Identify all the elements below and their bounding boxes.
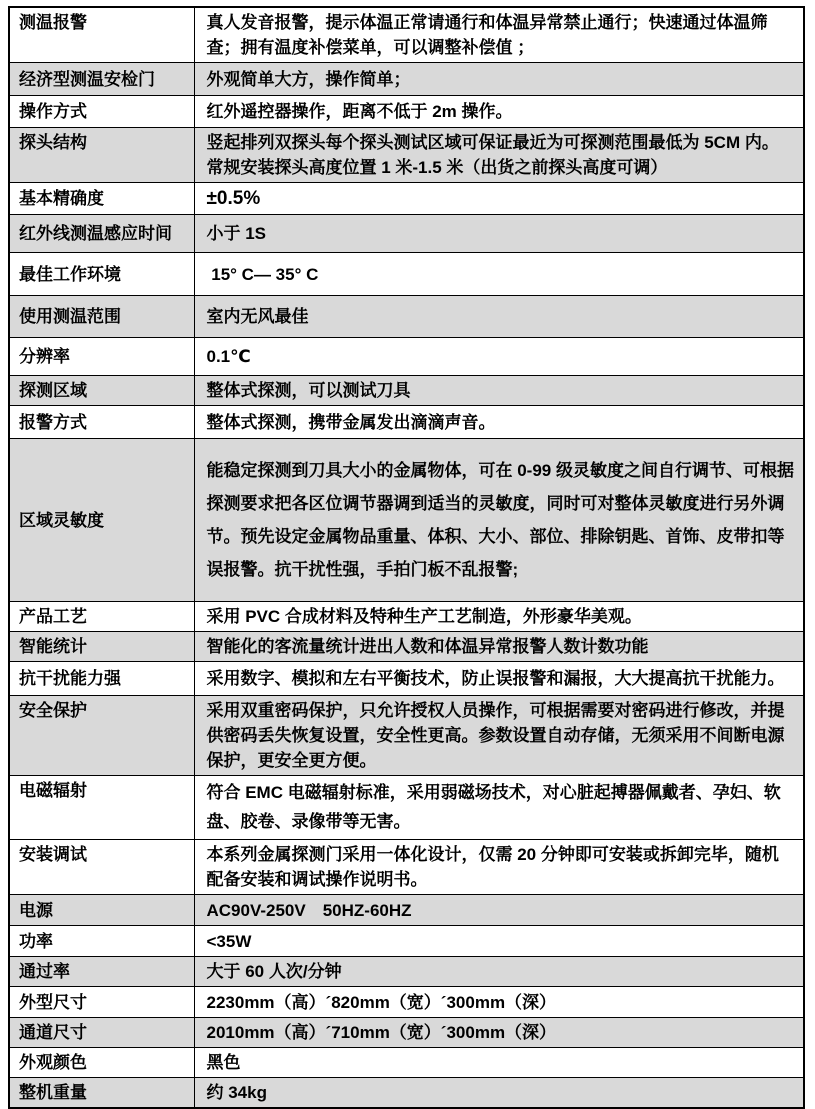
- table-row: [9, 926, 804, 957]
- spec-value: 2010mm（高）´710mm（宽）´300mm（深）: [194, 1018, 804, 1048]
- spec-label: 使用测温范围: [9, 296, 194, 338]
- spec-label: 功率: [9, 926, 194, 957]
- spec-value: 采用双重密码保护，只允许授权人员操作，可根据需要对密码进行修改，并提供密码丢失恢复设置，安全性更高。参数设置自动存储，无须采用不间断电源保护，更安全更方便。: [194, 696, 804, 776]
- spec-label: 安装调试: [9, 840, 194, 895]
- table-row: [9, 183, 804, 215]
- spec-value: 黑色: [194, 1048, 804, 1078]
- spec-value: 外观简单大方，操作简单；: [194, 63, 804, 96]
- spec-value: 2230mm（高）´820mm（宽）´300mm（深）: [194, 987, 804, 1018]
- spec-value: 整体式探测，可以测试刀具: [194, 376, 804, 406]
- spec-value: 大于 60 人次/分钟: [194, 957, 804, 987]
- table-row: [9, 696, 804, 776]
- spec-value: 小于 1S: [194, 215, 804, 253]
- spec-value: AC90V-250V 50HZ-60HZ: [194, 895, 804, 926]
- table-row: [9, 376, 804, 406]
- spec-value: <35W: [194, 926, 804, 957]
- table-row: [9, 96, 804, 128]
- spec-label: 通道尺寸: [9, 1018, 194, 1048]
- spec-label: 操作方式: [9, 96, 194, 128]
- spec-label: 外型尺寸: [9, 987, 194, 1018]
- table-row: [9, 662, 804, 696]
- spec-value: 真人发音报警，提示体温正常请通行和体温异常禁止通行；快速通过体温筛查；拥有温度补偿菜单，可以调整补偿值 ；: [194, 7, 804, 63]
- spec-label: 电磁辐射: [9, 776, 194, 840]
- spec-label: 智能统计: [9, 632, 194, 662]
- spec-label: 电源: [9, 895, 194, 926]
- table-row: [9, 987, 804, 1018]
- spec-label: 红外线测温感应时间: [9, 215, 194, 253]
- spec-label: 安全保护: [9, 696, 194, 776]
- spec-label: 最佳工作环境: [9, 253, 194, 296]
- spec-label: 报警方式: [9, 406, 194, 439]
- spec-value: 采用 PVC 合成材料及特种生产工艺制造，外形豪华美观。: [194, 602, 804, 632]
- table-row: [9, 253, 804, 296]
- table-row: [9, 338, 804, 376]
- spec-value: 采用数字、模拟和左右平衡技术，防止误报警和漏报，大大提高抗干扰能力。: [194, 662, 804, 696]
- table-row: [9, 602, 804, 632]
- spec-label: 基本精确度: [9, 183, 194, 215]
- spec-value: 15° C— 35° C: [194, 253, 804, 296]
- spec-table-body: [9, 7, 804, 1108]
- spec-value: 整体式探测，携带金属发出滴滴声音。: [194, 406, 804, 439]
- spec-label: 整机重量: [9, 1078, 194, 1109]
- spec-value: 符合 EMC 电磁辐射标准，采用弱磁场技术，对心脏起搏器佩戴者、孕妇、软盘、胶卷、录像带等无害。: [194, 776, 804, 840]
- spec-document-page: [0, 6, 815, 1102]
- table-row: [9, 895, 804, 926]
- table-row: [9, 7, 804, 63]
- spec-label: 抗干扰能力强: [9, 662, 194, 696]
- table-row: [9, 1078, 804, 1109]
- table-row: [9, 632, 804, 662]
- spec-label: 分辨率: [9, 338, 194, 376]
- spec-value: 0.1℃: [194, 338, 804, 376]
- spec-value: 本系列金属探测门采用一体化设计，仅需 20 分钟即可安装或拆卸完毕，随机配备安装和调试操作说明书。: [194, 840, 804, 895]
- spec-label: 探测区域: [9, 376, 194, 406]
- table-row: [9, 1048, 804, 1078]
- spec-label: 经济型测温安检门: [9, 63, 194, 96]
- spec-label: 通过率: [9, 957, 194, 987]
- spec-value: 约 34kg: [194, 1078, 804, 1109]
- spec-value: 智能化的客流量统计进出人数和体温异常报警人数计数功能: [194, 632, 804, 662]
- spec-value: 红外遥控器操作，距离不低于 2m 操作。: [194, 96, 804, 128]
- spec-label: 探头结构: [9, 128, 194, 183]
- table-row: [9, 439, 804, 602]
- spec-label: 测温报警: [9, 7, 194, 63]
- spec-label: 产品工艺: [9, 602, 194, 632]
- table-row: [9, 957, 804, 987]
- table-row: [9, 215, 804, 253]
- spec-value: 室内无风最佳: [194, 296, 804, 338]
- spec-value: ±0.5%: [194, 183, 804, 215]
- table-row: [9, 128, 804, 183]
- table-row: [9, 776, 804, 840]
- spec-label: 区域灵敏度: [9, 439, 194, 602]
- spec-value: 能稳定探测到刀具大小的金属物体，可在 0-99 级灵敏度之间自行调节、可根据探测要求把各区位调节器调到适当的灵敏度，同时可对整体灵敏度进行另外调节。预先设定金属物品重量、体积、大小、部位、排除钥匙、首饰、皮带扣等误报警。抗干扰性强，手拍门板不乱报警;: [194, 439, 804, 602]
- table-row: [9, 840, 804, 895]
- table-row: [9, 1018, 804, 1048]
- spec-value: 竖起排列双探头每个探头测试区域可保证最近为可探测范围最低为 5CM 内。常规安装探头高度位置 1 米-1.5 米（出货之前探头高度可调）: [194, 128, 804, 183]
- spec-table: [8, 6, 805, 1109]
- table-row: [9, 296, 804, 338]
- spec-label: 外观颜色: [9, 1048, 194, 1078]
- table-row: [9, 63, 804, 96]
- table-row: [9, 406, 804, 439]
